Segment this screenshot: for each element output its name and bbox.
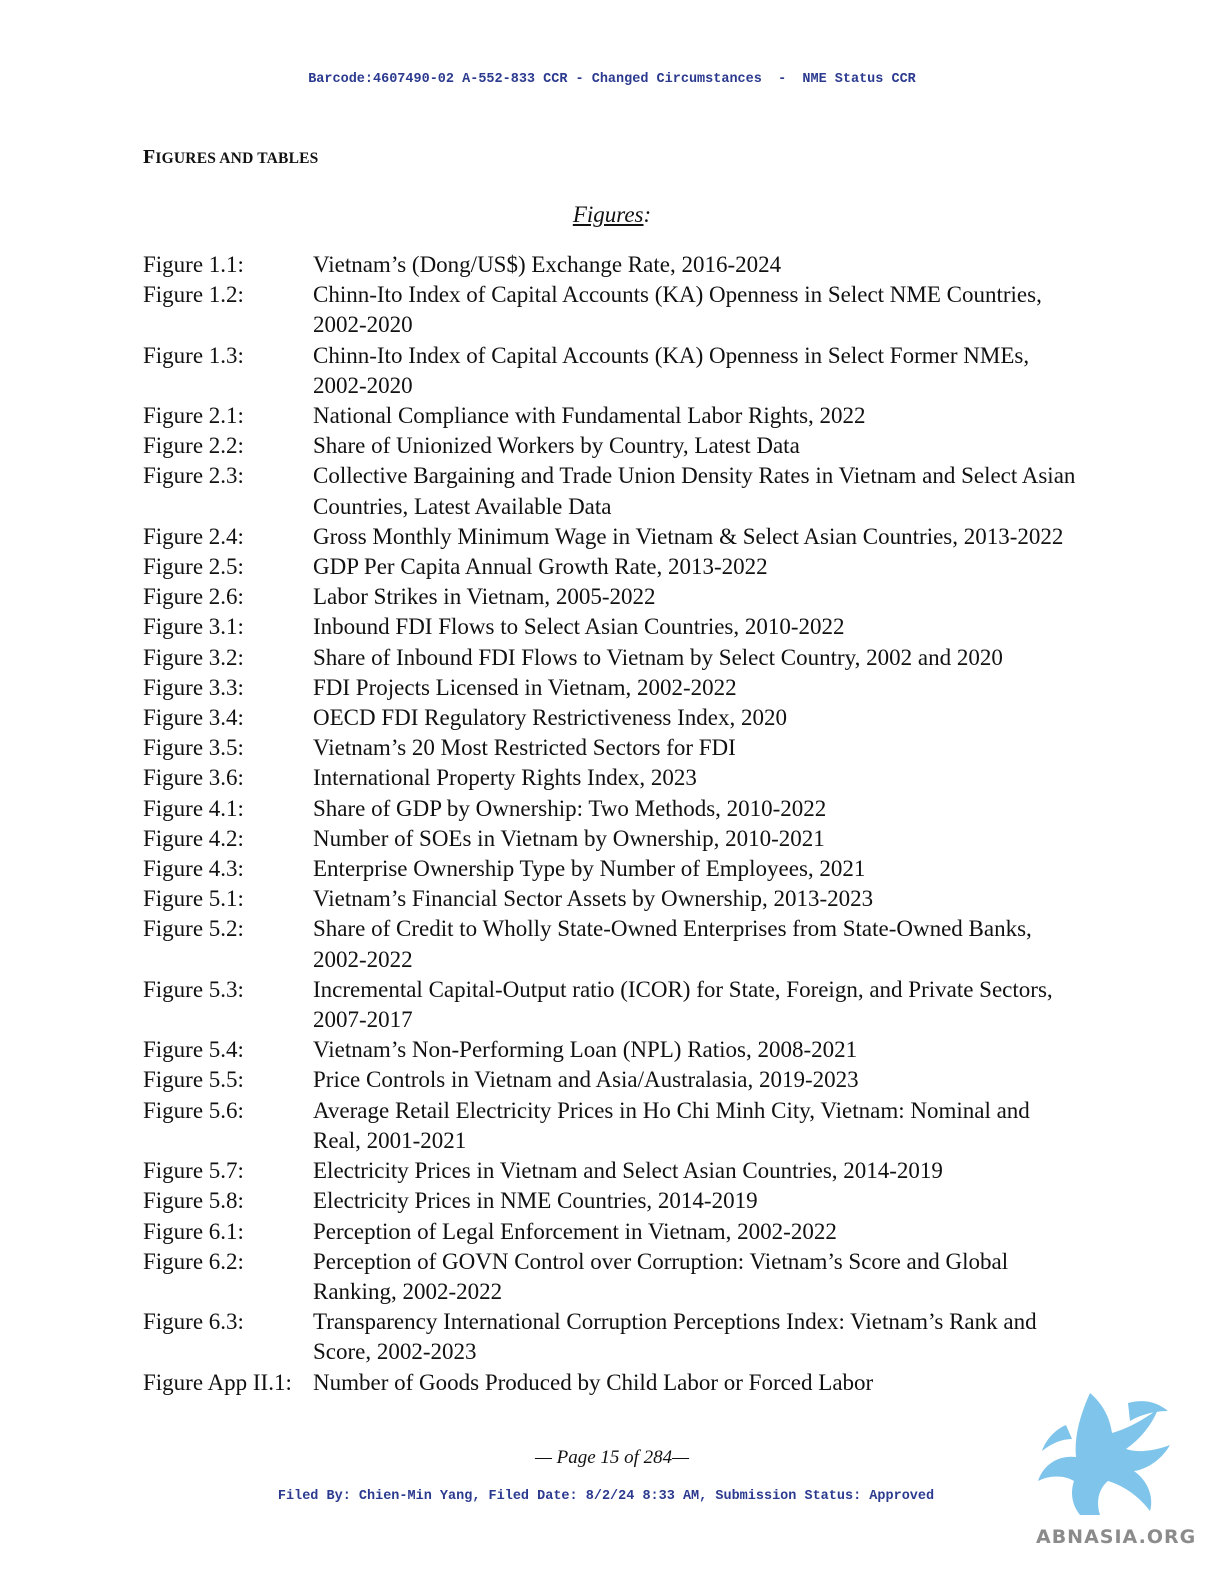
figure-title: GDP Per Capita Annual Growth Rate, 2013-2022 <box>313 554 768 580</box>
figure-title: Chinn-Ito Index of Capital Accounts (KA) Openness in Select Former NMEs, 2002-2020 <box>313 342 1030 398</box>
figure-label: Figure 4.1: <box>143 795 244 821</box>
figure-title: Electricity Prices in NME Countries, 2014-2019 <box>313 1188 758 1214</box>
abnasia-logo-icon <box>1030 1385 1180 1525</box>
figure-title: Vietnam’s Financial Sector Assets by Ownership, 2013-2023 <box>313 886 874 912</box>
figure-row <box>143 280 1083 340</box>
figure-title: Price Controls in Vietnam and Asia/Australasia, 2019-2023 <box>313 1067 859 1093</box>
figure-row <box>143 612 1083 642</box>
abnasia-logo-text: ABNASIA.ORG <box>1036 1526 1197 1548</box>
figure-label: Figure 3.6: <box>143 765 244 791</box>
figure-label: Figure 2.3: <box>143 463 244 489</box>
figure-title: Vietnam’s Non-Performing Loan (NPL) Ratios, 2008-2021 <box>313 1037 858 1063</box>
figure-label: Figure 3.4: <box>143 705 244 731</box>
figure-title: Chinn-Ito Index of Capital Accounts (KA) Openness in Select NME Countries, 2002-2020 <box>313 282 1042 338</box>
section-heading-rest: IGURES AND TABLES <box>155 150 319 167</box>
figure-label: Figure 1.3: <box>143 342 244 368</box>
figure-row <box>143 884 1083 914</box>
figure-row <box>143 250 1083 280</box>
figure-row <box>143 552 1083 582</box>
figure-row <box>143 1368 1083 1398</box>
section-heading <box>143 146 318 169</box>
figure-title: National Compliance with Fundamental Labor Rights, 2022 <box>313 403 866 429</box>
figure-label: Figure 3.2: <box>143 644 244 670</box>
figure-label: Figure 6.1: <box>143 1218 244 1244</box>
figure-title: International Property Rights Index, 2023 <box>313 765 697 791</box>
figure-row <box>143 1186 1083 1216</box>
figure-row <box>143 1217 1083 1247</box>
figure-title: Share of Inbound FDI Flows to Vietnam by Select Country, 2002 and 2020 <box>313 644 1003 670</box>
figure-label: Figure 5.1: <box>143 886 244 912</box>
figure-label: Figure 5.4: <box>143 1037 244 1063</box>
figure-title: Electricity Prices in Vietnam and Select Asian Countries, 2014-2019 <box>313 1158 943 1184</box>
figure-label: Figure 2.1: <box>143 403 244 429</box>
figure-title: Share of GDP by Ownership: Two Methods, 2010-2022 <box>313 795 827 821</box>
figure-title: Average Retail Electricity Prices in Ho Chi Minh City, Vietnam: Nominal and Real, 2001-2021 <box>313 1097 1030 1153</box>
figure-title: Collective Bargaining and Trade Union Density Rates in Vietnam and Select Asian Countries, Latest Available Data <box>313 463 1076 519</box>
figure-row <box>143 1035 1083 1065</box>
figure-row <box>143 582 1083 612</box>
figure-title: Transparency International Corruption Perceptions Index: Vietnam’s Rank and Score, 2002-2023 <box>313 1309 1037 1365</box>
figure-label: Figure 1.2: <box>143 282 244 308</box>
figure-title: Perception of GOVN Control over Corruption: Vietnam’s Score and Global Ranking, 2002-2022 <box>313 1248 1009 1304</box>
barcode-header: Barcode:4607490-02 A-552-833 CCR - Changed Circumstances - NME Status CCR <box>308 72 916 87</box>
figure-title: Labor Strikes in Vietnam, 2005-2022 <box>313 584 656 610</box>
figure-row <box>143 854 1083 884</box>
figure-row <box>143 1065 1083 1095</box>
figure-title: Incremental Capital-Output ratio (ICOR) for State, Foreign, and Private Sectors, 2007-2017 <box>313 976 1053 1033</box>
figure-row <box>143 401 1083 431</box>
figure-label: Figure 5.3: <box>143 976 244 1002</box>
figure-title: Number of Goods Produced by Child Labor or Forced Labor <box>313 1369 874 1395</box>
figure-label: Figure 2.5: <box>143 554 244 580</box>
figure-label: Figure 2.2: <box>143 433 244 459</box>
figure-row <box>143 975 1083 1035</box>
figure-row <box>143 824 1083 854</box>
figure-label: Figure 5.6: <box>143 1097 244 1123</box>
figure-row <box>143 1096 1083 1156</box>
figure-row <box>143 643 1083 673</box>
figures-subheading <box>0 202 1224 228</box>
figure-label: Figure 5.2: <box>143 916 244 942</box>
figure-title: Number of SOEs in Vietnam by Ownership, 2010-2021 <box>313 825 825 851</box>
figure-row <box>143 341 1083 401</box>
figure-label: Figure 6.3: <box>143 1309 244 1335</box>
figure-label: Figure 2.6: <box>143 584 244 610</box>
figure-label: Figure 1.1: <box>143 252 244 277</box>
figure-row <box>143 703 1083 733</box>
figures-subheading-text: Figures <box>572 202 644 227</box>
figure-label: Figure 4.2: <box>143 825 244 851</box>
figure-row <box>143 733 1083 763</box>
figure-row <box>143 1307 1083 1367</box>
figure-row <box>143 431 1083 461</box>
figure-row <box>143 1247 1083 1307</box>
figure-title: Inbound FDI Flows to Select Asian Countries, 2010-2022 <box>313 614 845 640</box>
figure-list <box>143 250 1083 1398</box>
figures-subheading-colon: : <box>643 202 652 227</box>
figure-row <box>143 794 1083 824</box>
figure-label: Figure 4.3: <box>143 856 244 882</box>
figure-title: Share of Unionized Workers by Country, Latest Data <box>313 433 800 459</box>
figure-label: Figure 3.5: <box>143 735 244 761</box>
figure-label: Figure 2.4: <box>143 523 244 549</box>
figure-row <box>143 461 1083 521</box>
figure-label: Figure 3.3: <box>143 674 244 700</box>
figure-row <box>143 1156 1083 1186</box>
figure-title: OECD FDI Regulatory Restrictiveness Index, 2020 <box>313 705 787 731</box>
figure-label: Figure 5.8: <box>143 1188 244 1214</box>
figure-title: FDI Projects Licensed in Vietnam, 2002-2022 <box>313 674 737 700</box>
figure-title: Gross Monthly Minimum Wage in Vietnam & Select Asian Countries, 2013-2022 <box>313 523 1064 549</box>
figure-label: Figure 3.1: <box>143 614 244 640</box>
figure-title: Perception of Legal Enforcement in Vietnam, 2002-2022 <box>313 1218 837 1244</box>
page-number: — Page 15 of 284— <box>534 1447 690 1468</box>
figure-title: Vietnam’s 20 Most Restricted Sectors for FDI <box>313 735 736 761</box>
figure-label: Figure 6.2: <box>143 1248 244 1274</box>
figure-row <box>143 914 1083 974</box>
section-heading-initial: F <box>143 146 156 168</box>
figure-title: Enterprise Ownership Type by Number of Employees, 2021 <box>313 856 866 882</box>
filing-footer: Filed By: Chien-Min Yang, Filed Date: 8/2/24 8:33 AM, Submission Status: Approved <box>277 1489 935 1504</box>
figure-row <box>143 522 1083 552</box>
figure-label: Figure 5.7: <box>143 1158 244 1184</box>
figure-label: Figure App II.1: <box>143 1369 292 1395</box>
figure-label: Figure 5.5: <box>143 1067 244 1093</box>
figure-row <box>143 673 1083 703</box>
figure-title: Vietnam’s (Dong/US$) Exchange Rate, 2016-2024 <box>313 252 782 277</box>
figure-row <box>143 763 1083 793</box>
figure-title: Share of Credit to Wholly State-Owned Enterprises from State-Owned Banks, 2002-2022 <box>313 916 1032 972</box>
